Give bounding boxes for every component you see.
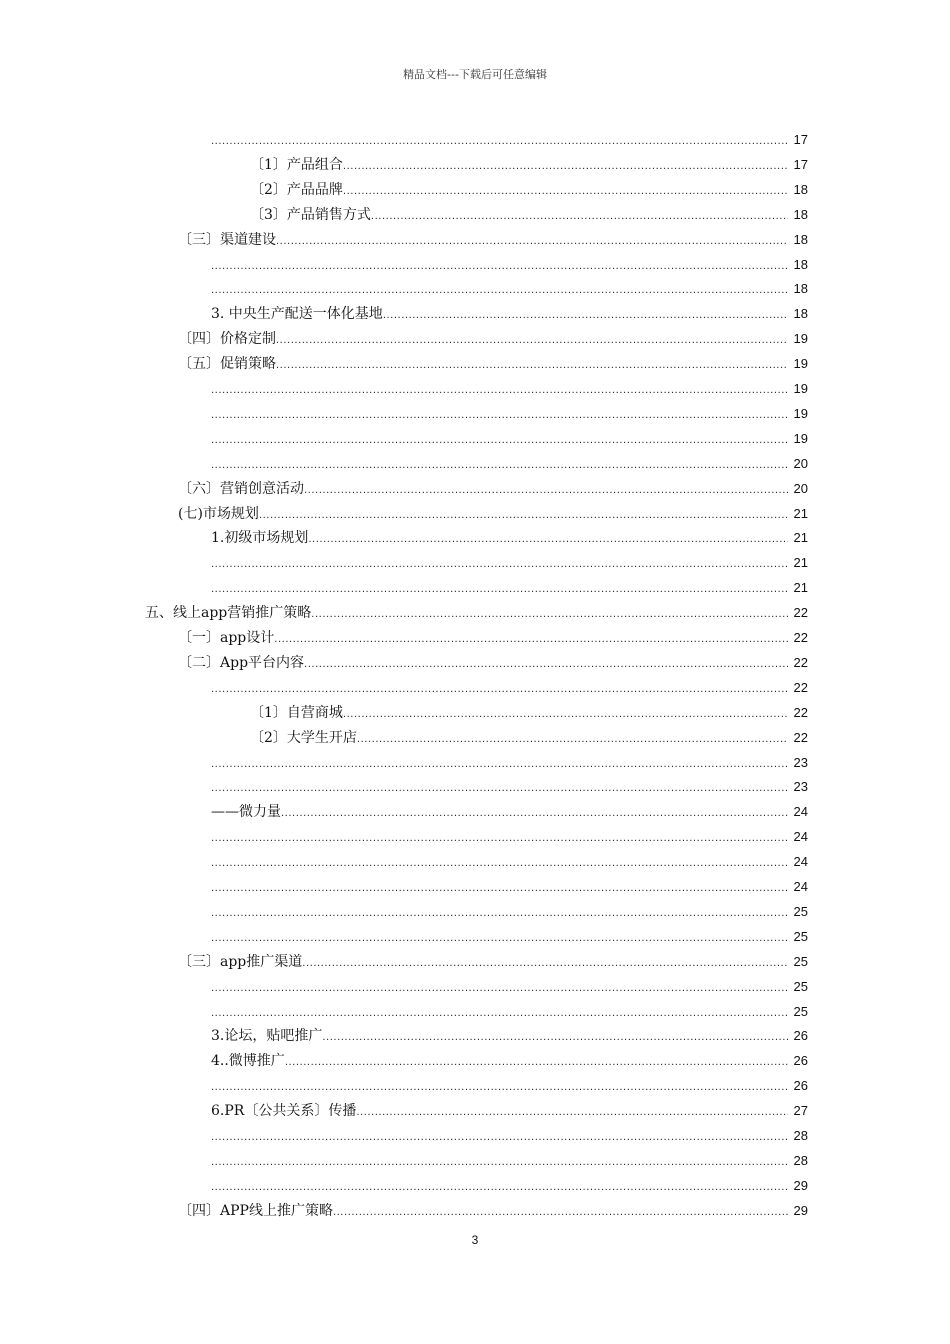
toc-entry-label: 〔五〕促销策略: [178, 356, 276, 373]
toc-dot-leader: [211, 982, 788, 996]
toc-dot-leader: [274, 633, 788, 647]
toc-entry-label: 〔2〕产品品牌: [250, 181, 343, 198]
toc-entry-label: 〔2〕大学生开店: [250, 729, 357, 746]
toc-entry[interactable]: [211, 772, 808, 796]
toc-entry[interactable]: [211, 897, 808, 921]
toc-entry[interactable]: [211, 922, 808, 946]
toc-entry[interactable]: [211, 250, 808, 274]
toc-dot-leader: [211, 1181, 788, 1195]
toc-dot-leader: [357, 733, 788, 747]
toc-dot-leader: [211, 558, 788, 572]
toc-entry[interactable]: [211, 1146, 808, 1170]
toc-entry[interactable]: [211, 523, 808, 547]
toc-entry-page: 22: [793, 679, 808, 695]
toc-dot-leader: [343, 708, 788, 722]
toc-dot-leader: [211, 832, 788, 846]
toc-entry-page: 18: [793, 181, 808, 197]
toc-entry[interactable]: [211, 374, 808, 398]
toc-entry-label: 3. 中央生产配送一体化基地: [211, 306, 383, 323]
toc-entry-page: 21: [793, 555, 808, 571]
toc-entry[interactable]: [211, 748, 808, 772]
toc-entry[interactable]: [211, 125, 808, 149]
toc-entry-label: 〔三〕渠道建设: [178, 231, 276, 248]
toc-entry[interactable]: [211, 548, 808, 572]
toc-entry-page: 22: [793, 654, 808, 670]
toc-entry-page: 28: [793, 1128, 808, 1143]
toc-entry-label: 〔1〕自营商城: [250, 704, 343, 721]
toc-entry-page: 24: [793, 879, 808, 894]
toc-entry-page: 24: [793, 854, 808, 870]
toc-entry[interactable]: [211, 424, 808, 448]
toc-entry[interactable]: [211, 1046, 808, 1070]
toc-entry-page: 22: [793, 704, 808, 720]
toc-entry[interactable]: [178, 648, 808, 672]
toc-entry[interactable]: [250, 150, 808, 174]
toc-entry[interactable]: [178, 499, 808, 523]
toc-entry[interactable]: [211, 399, 808, 423]
toc-entry-page: 24: [793, 804, 808, 820]
toc-entry-page: 18: [793, 281, 808, 297]
toc-entry-page: 25: [793, 953, 808, 969]
toc-entry-page: 21: [793, 505, 808, 521]
toc-entry-page: 26: [793, 1028, 808, 1044]
toc-entry-page: 26: [793, 1078, 808, 1094]
toc-entry-page: 18: [793, 206, 808, 222]
toc-dot-leader: [211, 1131, 788, 1145]
toc-entry[interactable]: [211, 299, 808, 323]
toc-entry-page: 25: [793, 1003, 808, 1019]
toc-dot-leader: [285, 1056, 788, 1070]
toc-entry-page: 23: [793, 779, 808, 795]
toc-dot-leader: [211, 1156, 788, 1170]
toc-entry[interactable]: [250, 698, 808, 722]
toc-dot-leader: [308, 533, 788, 547]
toc-dot-leader: [276, 235, 788, 249]
toc-entry-page: 23: [793, 754, 808, 770]
toc-entry-page: 19: [793, 356, 808, 372]
toc-entry-label: 〔3〕产品销售方式: [250, 206, 371, 223]
toc-entry[interactable]: [178, 225, 808, 249]
toc-entry[interactable]: [211, 274, 808, 298]
toc-entry-page: 27: [793, 1103, 808, 1119]
toc-entry[interactable]: [211, 972, 808, 996]
toc-dot-leader: [211, 782, 788, 796]
toc-entry-page: 19: [793, 405, 808, 421]
toc-entry-label: 〔三〕app推广渠道: [178, 953, 303, 970]
toc-dot-leader: [211, 260, 788, 274]
toc-dot-leader: [211, 857, 788, 871]
toc-entry-label: 4..微博推广: [211, 1053, 285, 1070]
toc-dot-leader: [356, 1106, 788, 1120]
toc-entry[interactable]: [178, 324, 808, 348]
toc-entry-page: 20: [793, 480, 808, 496]
toc-entry[interactable]: [211, 847, 808, 871]
toc-entry-label: 〔1〕产品组合: [250, 156, 343, 173]
toc-entry[interactable]: [178, 474, 808, 498]
toc-dot-leader: [211, 882, 788, 896]
toc-entry[interactable]: [211, 1071, 808, 1095]
toc-dot-leader: [311, 608, 788, 622]
toc-entry-label: 〔四〕APP线上推广策略: [178, 1202, 333, 1219]
toc-dot-leader: [211, 135, 788, 149]
toc-dot-leader: [304, 658, 788, 672]
toc-entry-page: 20: [793, 455, 808, 471]
toc-entry-page: 17: [793, 132, 808, 147]
toc-entry[interactable]: [178, 1196, 808, 1220]
toc-entry[interactable]: [250, 723, 808, 747]
toc-entry-label: ——微力量: [211, 804, 281, 821]
toc-entry[interactable]: [211, 1121, 808, 1145]
toc-dot-leader: [343, 185, 788, 199]
toc-entry-label: 〔四〕价格定制: [178, 331, 276, 348]
toc-entry-page: 25: [793, 903, 808, 919]
toc-entry-page: 28: [793, 1152, 808, 1168]
toc-entry-page: 19: [793, 331, 808, 347]
toc-entry-label: 〔一〕app设计: [178, 630, 275, 646]
toc-entry-page: 25: [793, 928, 808, 944]
toc-dot-leader: [371, 210, 788, 224]
toc-entry[interactable]: [178, 947, 808, 971]
toc-dot-leader: [343, 160, 788, 174]
toc-entry-page: 17: [793, 156, 808, 172]
toc-dot-leader: [322, 1031, 788, 1045]
toc-entry[interactable]: [211, 872, 808, 896]
toc-entry-page: 19: [793, 430, 808, 446]
page-header: 精品文档---下载后可任意编辑: [403, 68, 547, 81]
toc-entry[interactable]: [211, 822, 808, 846]
toc-dot-leader: [211, 1007, 788, 1021]
toc-entry-page: 22: [793, 729, 808, 745]
toc-entry-page: 25: [793, 978, 808, 994]
toc-entry[interactable]: [211, 997, 808, 1021]
toc-entry[interactable]: [250, 175, 808, 199]
toc-entry-label: (七)市场规划: [178, 505, 259, 522]
toc-dot-leader: [211, 409, 788, 423]
toc-entry-page: 18: [793, 306, 808, 322]
toc-dot-leader: [211, 284, 788, 298]
toc-entry[interactable]: [178, 623, 808, 647]
toc-dot-leader: [276, 334, 788, 348]
toc-dot-leader: [211, 1081, 788, 1095]
toc-dot-leader: [276, 359, 788, 373]
toc-entry[interactable]: [211, 1021, 808, 1045]
toc-entry-page: 29: [793, 1177, 808, 1193]
toc-dot-leader: [211, 583, 788, 597]
toc-entry-page: 22: [793, 630, 808, 645]
toc-entry-label: 〔六〕营销创意活动: [178, 480, 304, 497]
toc-entry[interactable]: [145, 598, 808, 622]
toc-entry[interactable]: [250, 200, 808, 224]
toc-dot-leader: [281, 807, 788, 821]
toc-entry-page: 24: [793, 829, 808, 845]
toc-entry[interactable]: [211, 1171, 808, 1195]
toc-entry-label: 〔二〕App平台内容: [178, 654, 305, 671]
toc-dot-leader: [211, 907, 788, 921]
toc-dot-leader: [304, 484, 788, 498]
page-number: 3: [471, 1233, 479, 1247]
toc-entry-label: 3.论坛，贴吧推广: [211, 1028, 323, 1045]
toc-dot-leader: [211, 459, 788, 473]
toc-entry[interactable]: [211, 573, 808, 597]
toc-entry-page: 19: [793, 381, 808, 396]
toc-entry-page: 18: [793, 256, 808, 272]
toc-entry-label: 五、线上app营销推广策略: [145, 605, 312, 622]
toc-dot-leader: [211, 932, 788, 946]
toc-dot-leader: [383, 309, 788, 323]
toc-dot-leader: [302, 957, 788, 971]
toc-dot-leader: [211, 384, 788, 398]
toc-dot-leader: [211, 758, 788, 772]
toc-dot-leader: [211, 434, 788, 448]
toc-entry-page: 21: [793, 530, 808, 546]
toc-entry-page: 26: [793, 1053, 808, 1069]
toc-entry[interactable]: [211, 797, 808, 821]
toc-entry-label: 6.PR〔公共关系〕传播: [211, 1103, 357, 1120]
toc-dot-leader: [259, 509, 788, 523]
toc-entry-label: 1.初级市场规划: [211, 530, 309, 547]
toc-entry-page: 29: [793, 1202, 808, 1218]
toc-entry[interactable]: [178, 349, 808, 373]
toc-entry[interactable]: [211, 1096, 808, 1120]
toc-entry[interactable]: [211, 673, 808, 697]
toc-entry-page: 21: [793, 580, 808, 596]
toc-entry[interactable]: [211, 449, 808, 473]
toc-dot-leader: [333, 1206, 788, 1220]
toc-dot-leader: [211, 683, 788, 697]
toc-entry-page: 18: [793, 231, 808, 247]
toc-entry-page: 22: [793, 605, 808, 621]
